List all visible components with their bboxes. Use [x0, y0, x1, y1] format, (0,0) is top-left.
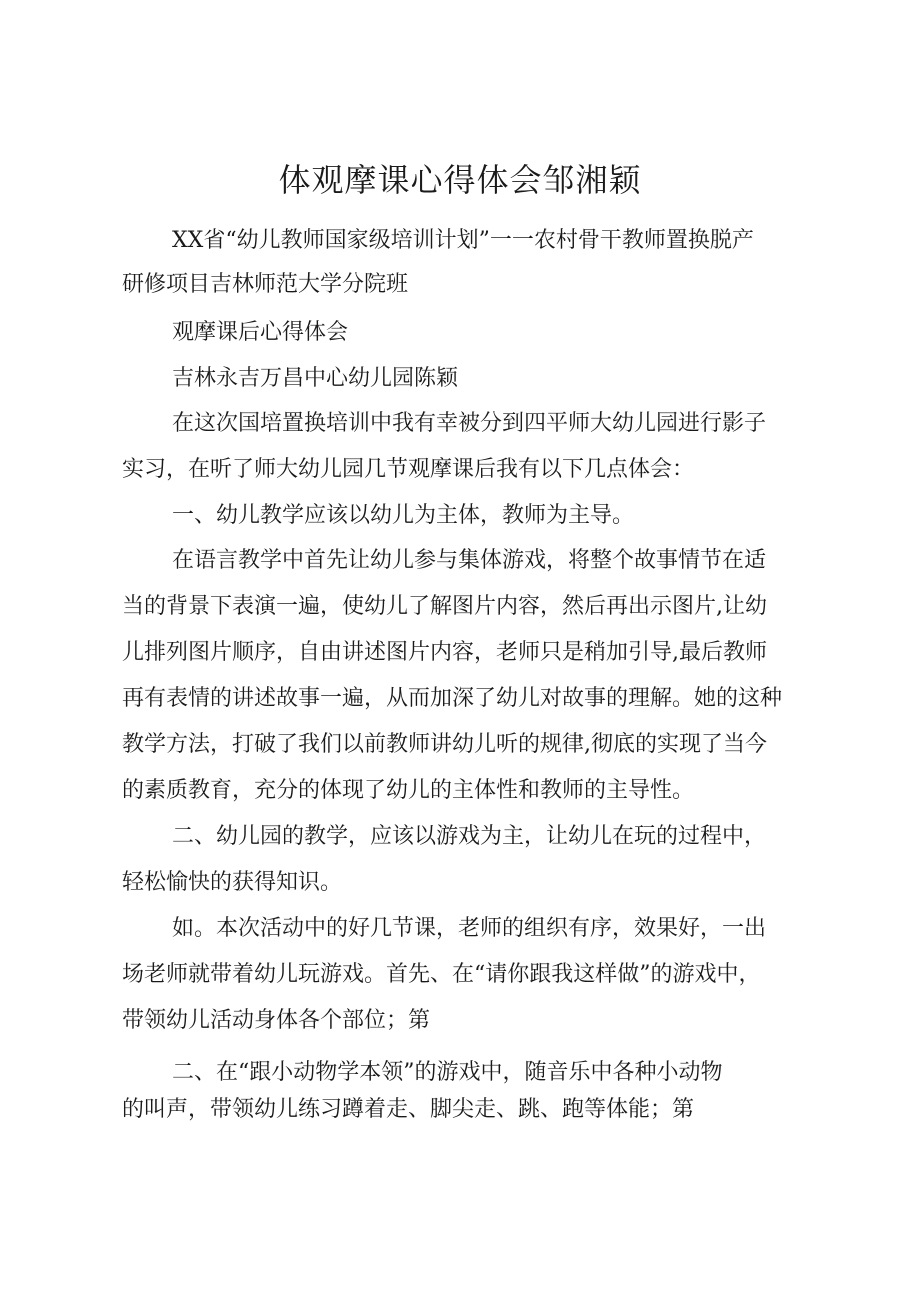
- paragraph-line: 二、幼儿园的教学，应该以游戏为主，让幼儿在玩的过程中，: [172, 824, 767, 849]
- paragraph-line: 场老师就带着幼儿玩游戏。首先、在“请你跟我这样做”的游戏中，: [122, 962, 761, 987]
- paragraph-line: 一、幼儿教学应该以幼儿为主体，教师为主导。: [172, 503, 635, 528]
- paragraph-line: 实习，在听了师大幼儿园几节观摩课后我有以下几点体会：: [122, 457, 695, 482]
- paragraph-line: 儿排列图片顺序，自由讲述图片内容，老师只是稍加引导,最后教师: [122, 640, 767, 665]
- paragraph-line: 当的背景下表演一遍，使幼儿了解图片内容，然后再出示图片,让幼: [122, 594, 767, 619]
- paragraph-line: 的素质教育，充分的体现了幼儿的主体性和教师的主导性。: [122, 778, 695, 803]
- document-title: 体观摩课心得体会邹湘颖: [278, 161, 642, 199]
- paragraph-line: 二、在“跟小动物学本领”的游戏中，随音乐中各种小动物: [172, 1060, 723, 1085]
- paragraph-line: 吉林永吉万昌中心幼儿园陈颖: [172, 366, 459, 391]
- paragraph-line: 在语言教学中首先让幼儿参与集体游戏，将整个故事情节在适: [172, 548, 767, 573]
- paragraph-line: 轻松愉快的获得知识。: [122, 870, 343, 895]
- paragraph-line: 的叫声，带领幼儿练习蹲着走、脚尖走、跳、跑等体能；第: [122, 1097, 695, 1122]
- paragraph-line: 教学方法，打破了我们以前教师讲幼儿听的规律,彻底的实现了当今: [122, 732, 767, 757]
- paragraph-line: XX省“幼儿教师国家级培训计划”一一农村骨干教师置换脱产: [172, 228, 754, 253]
- paragraph-line: 研修项目吉林师范大学分院班: [122, 272, 409, 297]
- paragraph-line: 再有表情的讲述故事一遍，从而加深了幼儿对故事的理解。她的这种: [122, 686, 783, 711]
- paragraph-line: 如。本次活动中的好几节课，老师的组织有序，效果好，一出: [172, 916, 767, 941]
- paragraph-line: 带领幼儿活动身体各个部位；第: [122, 1008, 431, 1033]
- paragraph-line: 观摩课后心得体会: [172, 320, 349, 345]
- paragraph-line: 在这次国培置换培训中我有幸被分到四平师大幼儿园进行影子: [172, 411, 767, 436]
